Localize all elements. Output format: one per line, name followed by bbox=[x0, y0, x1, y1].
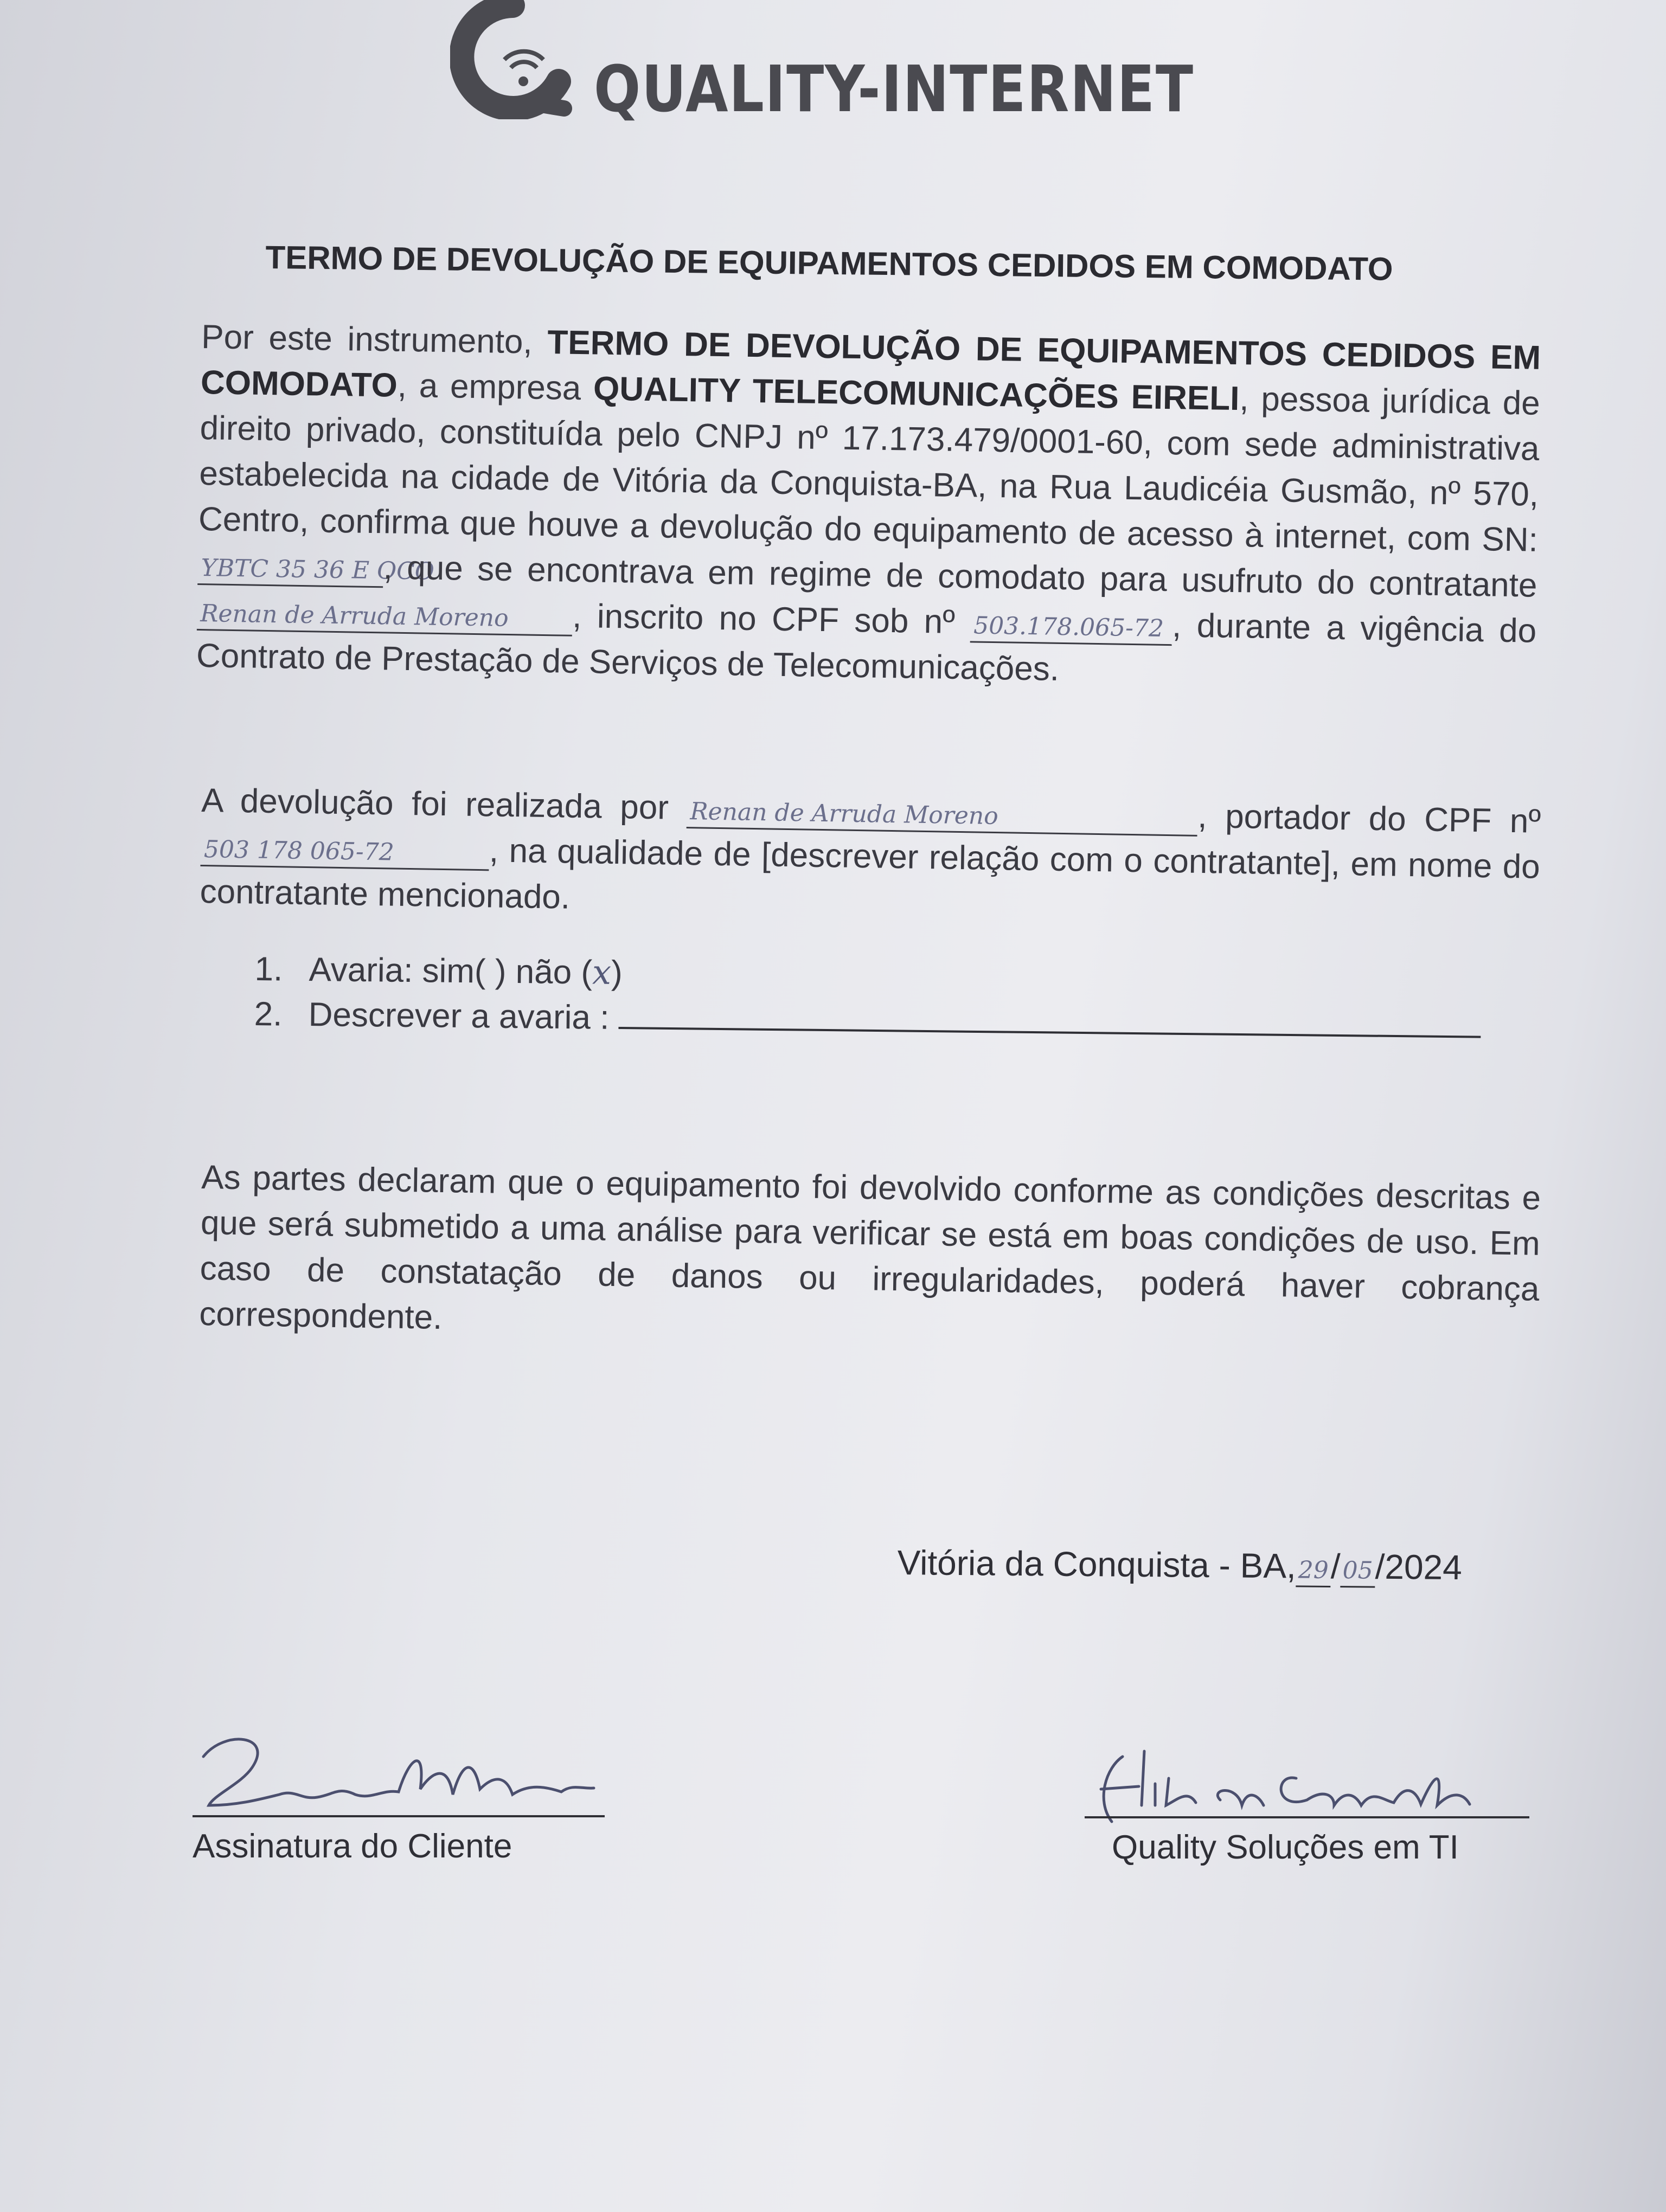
logo-text: QUALITY-INTERNET bbox=[594, 52, 1194, 126]
list-item-label: Avaria: sim( ) não ( bbox=[309, 951, 593, 992]
handwritten-contractor-name: Renan de Arruda Moreno bbox=[197, 599, 573, 636]
paragraph-text: , a empresa bbox=[397, 366, 594, 408]
checkbox-mark: x bbox=[592, 952, 612, 992]
list-number: 2. bbox=[254, 995, 283, 1033]
client-signature-block bbox=[193, 1724, 681, 1865]
paragraph-text: , inscrito no CPF sob nº bbox=[572, 597, 971, 641]
date-month: 05 bbox=[1340, 1555, 1375, 1588]
list-item-label: Descrever a avaria : bbox=[308, 996, 619, 1037]
paragraph-text: , durante a vigência do Contrato de Prestação de Serviços de Telecomunicações. bbox=[196, 607, 1537, 688]
paragraph-text: Por este instrumento, bbox=[201, 318, 548, 362]
q-wifi-logo-icon bbox=[450, 0, 575, 119]
place-text: Vitória da Conquista - BA, bbox=[897, 1543, 1297, 1586]
paragraph-conditions: As partes declaram que o equipamento foi devolvido conforme as condições descritas e que será submetido a uma análise para verificar se está em boas condições de uso. Em caso de constatação de danos ou irregularidades, poderá haver cobrança correspondente. bbox=[198, 1158, 1541, 1336]
date-separator: / bbox=[1330, 1546, 1341, 1586]
company-signature-block bbox=[1079, 1735, 1567, 1876]
paragraph-text: , portador do CPF nº bbox=[1197, 797, 1541, 840]
company-signature-label: Quality Soluções em TI bbox=[1112, 1829, 1459, 1866]
company-logo bbox=[450, 0, 1231, 125]
handwritten-cpf: 503.178.065-72 bbox=[970, 610, 1172, 646]
handwritten-returner-cpf: 503 178 065-72 bbox=[200, 834, 489, 871]
handwritten-serial-number: YBTC 35 36 E OCO bbox=[197, 553, 383, 588]
bold-company-name: QUALITY TELECOMUNICAÇÕES EIRELI bbox=[593, 370, 1240, 418]
date-separator: / bbox=[1375, 1547, 1385, 1586]
handwritten-returner-name: Renan de Arruda Moreno bbox=[687, 796, 1198, 837]
paragraph-text: , pessoa jurídica de direito privado, constituída pelo CNPJ nº 17.173.479/0001-60, com sede administrativa estabelecida na cidade de Vitória da Conquista-BA, na Rua Laudicéia Gusmão, nº 570, Centro, confirma que houve a devolução do equipamento de acesso à internet, com SN: bbox=[198, 380, 1541, 559]
paragraph-text: A devolução foi realizada por bbox=[201, 781, 688, 827]
damage-checklist bbox=[254, 946, 1535, 1051]
client-signature-line bbox=[193, 1815, 605, 1817]
place-and-date bbox=[897, 1542, 1462, 1589]
company-signature-line bbox=[1085, 1816, 1529, 1818]
paragraph-text: , na qualidade de [descrever relação com o contratante], em nome do contratante mencionado. bbox=[200, 832, 1541, 916]
date-day: 29 bbox=[1296, 1555, 1331, 1587]
paragraph-return-details bbox=[200, 778, 1541, 936]
client-signature-label: Assinatura do Cliente bbox=[193, 1828, 512, 1865]
bold-term-title: TERMO DE DEVOLUÇÃO DE EQUIPAMENTOS CEDIDOS EM COMODATO bbox=[200, 324, 1541, 404]
paragraph-declaration bbox=[196, 314, 1541, 700]
paragraph-text: , que se encontrava em regime de comodato para usufruto do contratante bbox=[383, 549, 1537, 605]
list-item-close: ) bbox=[611, 954, 623, 992]
list-number: 1. bbox=[254, 950, 283, 988]
date-year: 2024 bbox=[1385, 1547, 1463, 1587]
client-signature bbox=[193, 1724, 616, 1822]
damage-description-blank bbox=[618, 1000, 1481, 1038]
document-title: TERMO DE DEVOLUÇÃO DE EQUIPAMENTOS CEDIDOS EM COMODATO bbox=[265, 239, 1393, 287]
